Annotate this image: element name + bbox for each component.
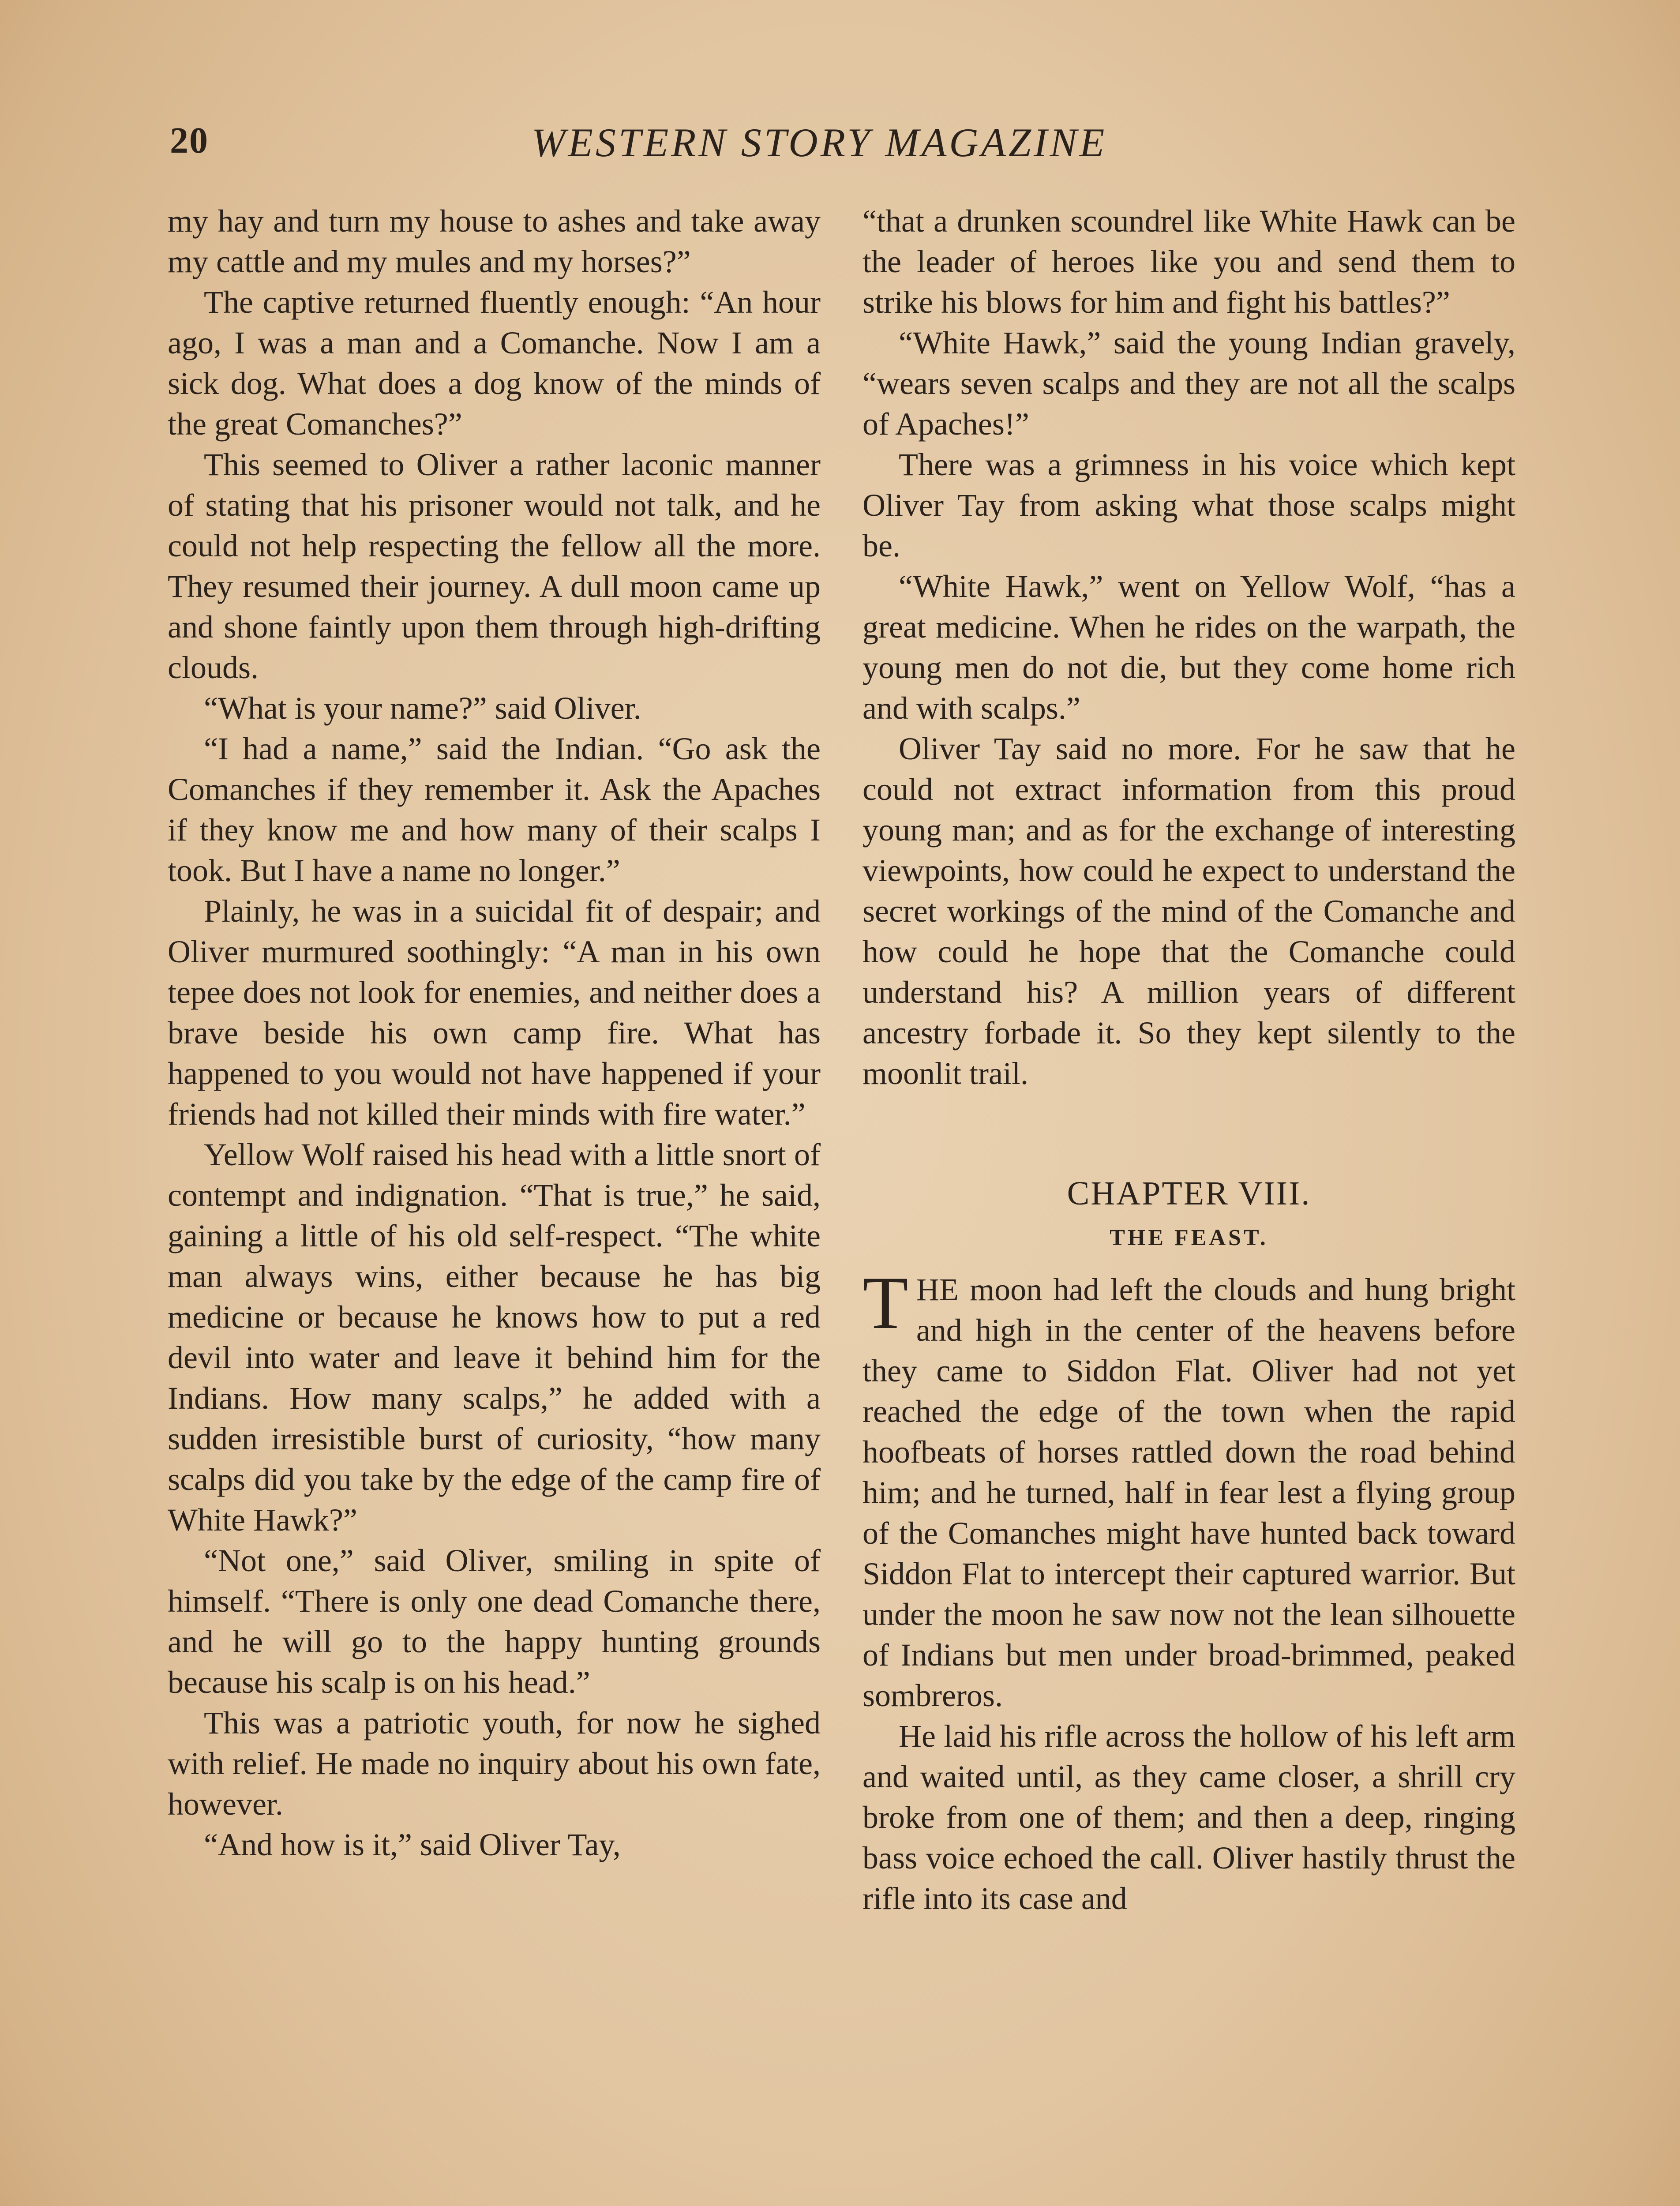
paragraph: “Not one,” said Oliver, smiling in spite of himself. “There is only one dead Comanche there, and he will go to the happy hunting grounds because his scalp is on his head.”: [168, 1543, 821, 1700]
chapter-subtitle: THE FEAST.: [1110, 1225, 1268, 1250]
drop-cap: T: [862, 1261, 908, 1344]
paragraph: “White Hawk,” went on Yellow Wolf, “has a great medicine. When he rides on the warpath, the young men do not die, but they come home rich and with scalps.”: [862, 569, 1515, 726]
paragraph: Plainly, he was in a suicidal fit of despair; and Oliver murmured soothingly: “A man in his own tepee does not look for enemies, and neither does a brave beside his own camp fire. What has happened to you would not have happened if your friends had not killed their minds with fire water.”: [168, 893, 821, 1132]
left-column: [168, 201, 821, 1865]
page-header: [170, 119, 1520, 172]
paragraph: Yellow Wolf raised his head with a little snort of contempt and indignation. “That is true,” he said, gaining a little of his old self-respect. “The white man always wins, either because he has big medicine or because he knows how to put a red devil into water and leave it behind him for the Indians. How many scalps,” he added with a sudden irresistible burst of curiosity, “how many scalps did you take by the edge of the camp fire of White Hawk?”: [168, 1137, 821, 1538]
paragraph: my hay and turn my house to ashes and take away my cattle and my mules and my horses?”: [168, 203, 821, 279]
paragraph: He laid his rifle across the hollow of his left arm and waited until, as they came closer, a shrill cry broke from one of them; and then a deep, ringing bass voice echoed the call. Oliver hastily thrust the rifle into its case and: [862, 1718, 1515, 1916]
chapter-opening-paragraph: [862, 1261, 1515, 1716]
running-title: WESTERN STORY MAGAZINE: [532, 120, 1107, 165]
paragraph: “What is your name?” said Oliver.: [204, 690, 641, 726]
paragraph: Oliver Tay said no more. For he saw that he could not extract information from this proud young man; and as for the exchange of interesting viewpoints, how could he expect to understand the secret workings of the mind of the Comanche and how could he hope that the Comanche could understand his? A million years of different ancestry forbade it. So they kept silently to the moonlit trail.: [862, 731, 1515, 1091]
paragraph: The captive returned fluently enough: “An hour ago, I was a man and a Comanche. Now I am a sick dog. What does a dog know of the minds of the great Comanches?”: [168, 285, 821, 442]
page-number: 20: [170, 120, 209, 161]
paragraph: This seemed to Oliver a rather laconic manner of stating that his prisoner would not talk, and he could not help respecting the fellow all the more. They resumed their journey. A dull moon came up and shone faintly upon them through high-drifting clouds.: [168, 447, 821, 685]
paragraph: There was a grimness in his voice which kept Oliver Tay from asking what those scalps might be.: [862, 447, 1515, 563]
paragraph: This was a patriotic youth, for now he sighed with relief. He made no inquiry about his own fate, however.: [168, 1705, 821, 1822]
paragraph: “And how is it,” said Oliver Tay,: [204, 1827, 621, 1862]
right-column: [862, 201, 1515, 1919]
paragraph: “that a drunken scoundrel like White Hawk can be the leader of heroes like you and send them to strike his blows for him and fight his battles?”: [862, 203, 1515, 320]
chapter-opening-text: HE moon had left the clouds and hung bright and high in the center of the heavens before they came to Siddon Flat. Oliver had not yet reached the edge of the town when the rapid hoofbeats of horses rattled down the road behind him; and he turned, half in fear lest a flying group of the Comanches might have hunted back toward Siddon Flat to intercept their captured warrior. But under the moon he saw now not the lean silhouette of Indians but men under broad-brimmed, peaked sombreros.: [862, 1272, 1515, 1713]
paragraph: “I had a name,” said the Indian. “Go ask the Comanches if they remember it. Ask the Apaches if they know me and how many of their scalps I took. But I have a name no longer.”: [168, 731, 821, 888]
paragraph: “White Hawk,” said the young Indian gravely, “wears seven scalps and they are not all the scalps of Apaches!”: [862, 325, 1515, 442]
chapter-title: CHAPTER VIII.: [1067, 1175, 1311, 1212]
